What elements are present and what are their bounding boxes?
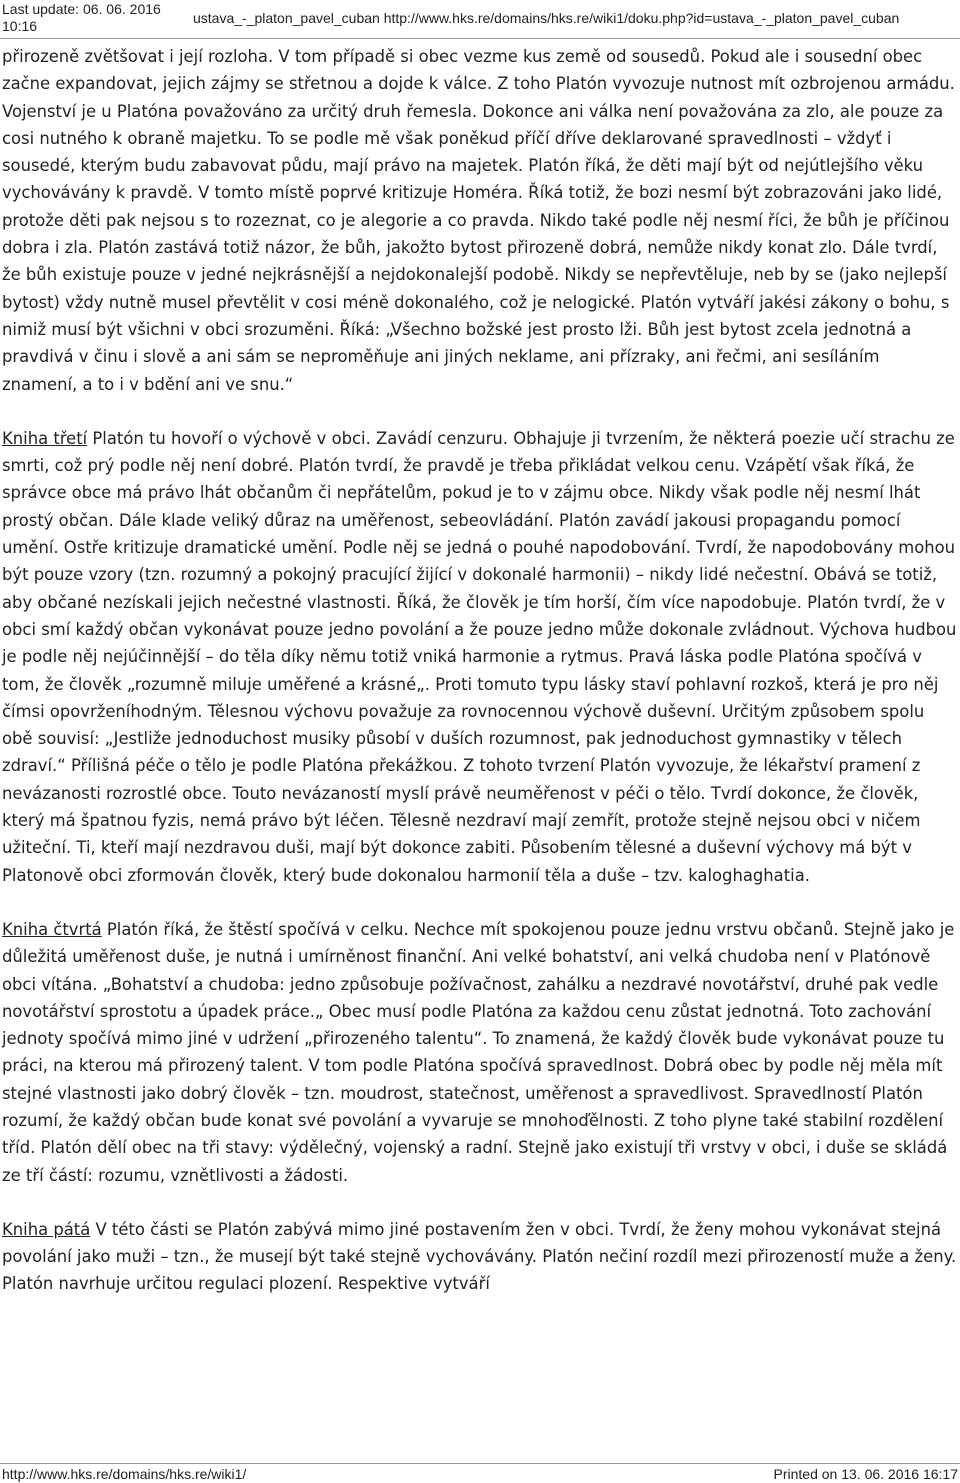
footer-url: http://www.hks.re/domains/hks.re/wiki1/ [2,1466,247,1482]
paragraph-book-2-continued: přirozeně zvětšovat i její rozloha. V tom případě si obec vezme kus země od sousedů. Pokud ale i sousední obec začne expandovat, jejich zájmy se střetnou a dojde k válce. Z toho Platón vyvozuje nutnost mít ozbrojenou armádu. Vojenství je u Platóna považováno za určitý druh řemesla. Dokonce ani válka není považována za zlo, ale pouze za cosi nutného k obraně majetku. To se podle mě však poněkud příčí dříve deklarované spravedlnosti – vždyť i sousedé, kterým budu zabavovat půdu, mají právo na majetek. Platón říká, že děti mají být od nejútlejšího věku vychovávány k pravdě. V tomto místě poprvé kritizuje Homéra. Říká totiž, že bozi nesmí být zobrazováni jako lidé, protože děti pak nejsou s to rozeznat, co je alegorie a co pravda. Nikdo také podle něj nesmí říci, že bůh je příčinou dobra i zla. Platón zastává totiž názor, že bůh, jakožto bytost přirozeně dobrá, nemůže nikdy konat zlo. Dále tvrdí, že bůh existuje pouze v jedné nejkrásnější a nejdokonalejší podobě. Nikdy se nepřevtěluje, neb by se (jako nejlepší bytost) vždy nutně musel převtělit v cosi méně dokonalého, což je nelogické. Platón vytváří jakési zákony o bohu, s nimiž musí být všichni v obci srozuměni. Říká: „Všechno božské jest prosto lži. Bůh jest bytost zcela jednotná a pravdivá v činu i slově a ani sám se neproměňuje ani jiných neklame, ani přízraky, ani řečmi, ani sesíláním znamení, a to i v bdění ani ve snu.“ [2,47,955,394]
book-4-title: Kniha čtvrtá [2,919,102,939]
book-5-title: Kniha pátá [2,1219,91,1239]
paragraph-book-5 [2,1216,958,1298]
last-update-time: 10:16 [2,18,38,34]
footer-divider [0,1463,960,1464]
book-4-text: Platón říká, že štěstí spočívá v celku. Nechce mít spokojenou pouze jednu vrstvu občanů. Stejně jako je důležitá uměřenost duše, je nutná i umírněnost finanční. Ani velké bohatství, ani velká chudoba není v Platónově obci vítána. „Bohatství a chudoba: jedno způsobuje požívačnost, zahálku a nezdravé novotářství, druhé pak vedle novotářství sprostotu a úpadek práce.„ Obec musí podle Platóna za každou cenu zůstat jednotná. Toto zachování jednoty spočívá mimo jiné v udržení „přirozeného talentu“. To znamená, že každý člověk bude vykonávat pouze tu práci, na kterou má přirozený talent. V tom podle Platóna spočívá spravedlnost. Dobrá obec by podle něj měla mít stejné vlastnosti jako dobrý člověk – tzn. moudrost, statečnost, uměřenost a spravedlivost. Spravedlností Platón rozumí, že každý občan bude konat své povolání a vyvaruje se mnohoďělnosti. Z toho plyne také stabilní rozdělení tříd. Platón dělí obec na tři stavy: výdělečný, vojenský a radní. Stejně jako existují tři vrstvy v obci, i duše se skládá ze tří částí: rozumu, vznětlivosti a žádosti. [2,919,955,1185]
header-divider [0,38,960,39]
book-5-text: V této části se Platón zabývá mimo jiné postavením žen v obci. Tvrdí, že ženy mohou vykonávat stejná povolání jako muži – tzn., že musejí být také stejně vychovávány. Platón nečiní rozdíl mezi přirozeností muže a ženy. Platón navrhuje určitou regulaci plození. Respektive vytváří [2,1219,957,1294]
book-3-text: Platón tu hovoří o výchově v obci. Zavádí cenzuru. Obhajuje ji tvrzením, že některá poezie učí strachu ze smrti, což prý podle něj není dobré. Platón tvrdí, že pravdě je třeba přikládat velkou cenu. Vzápětí však říká, že správce obce má právo lhát občanům či nepřátelům, pokud je to v zájmu obce. Nikdy však podle něj nesmí lhát prostý občan. Dále klade veliký důraz na uměřenost, sebeovládání. Platón zavádí jakousi propagandu pomocí umění. Ostře kritizuje dramatické umění. Podle něj se jedná o pouhé napodobování. Tvrdí, že napodobovány mohou být pouze vzory (tzn. rozumný a pokojný pracující žijící v dokonalé harmonii) – nikdy lidé nečestní. Obává se totiž, aby občané nezískali jejich nečestné vlastnosti. Říká, že člověk je tím horší, čím více napodobuje. Platón tvrdí, že v obci smí každý občan vykonávat pouze jedno povolání a že pouze jedno může dokonale zvládnout. Výchova hudbou je podle něj nejúčinnější – do těla díky němu totiž vniká harmonie a rytmus. Pravá láska podle Platóna spočívá v tom, že člověk „rozumně miluje uměřené a krásné„. Proti tomuto typu lásky staví pohlavní rozkoš, která je pro něj čímsi opovrženíhodným. Tělesnou výchovu považuje za rovnocennou výchově duševní. Určitým způsobem spolu obě souvisí: „Jestliže jednoduchost musiky působí v duších rozumnost, pak jednoduchost gymnastiky v tělech zdraví.“ Přílišná péče o tělo je podle Platóna překážkou. Z tohoto tvrzení Platón vyvozuje, že lékařství pramení z nevázanosti rozrostlé obce. Touto nevázaností myslí právě neuměřenost v péči o tělo. Tvrdí dokonce, že člověk, který má špatnou fyzis, nemá právo být léčen. Tělesně nezdraví mají zemřít, protože stejně nejsou obci v ničem užiteční. Ti, kteří mají nezdravou duši, mají být dokonce zabiti. Působením tělesné a duševní výchovy má být v Platonově obci zformován člověk, který bude dokonalou harmonií těla a duše – tzv. kaloghaghatia. [2,428,957,885]
paragraph-book-3 [2,425,958,889]
page-footer [2,1466,958,1482]
document-body [2,43,958,1298]
last-update-label: Last update: 06. 06. 2016 [2,1,161,17]
footer-printed-date: Printed on 13. 06. 2016 16:17 [773,1466,958,1482]
page-url: ustava_-_platon_pavel_cuban http://www.hks.re/domains/hks.re/wiki1/doku.php?id=ustava_-_platon_pavel_cuban [193,10,900,26]
paragraph-book-4 [2,916,958,1189]
page-header [2,0,958,40]
book-3-title: Kniha třetí [2,428,88,448]
